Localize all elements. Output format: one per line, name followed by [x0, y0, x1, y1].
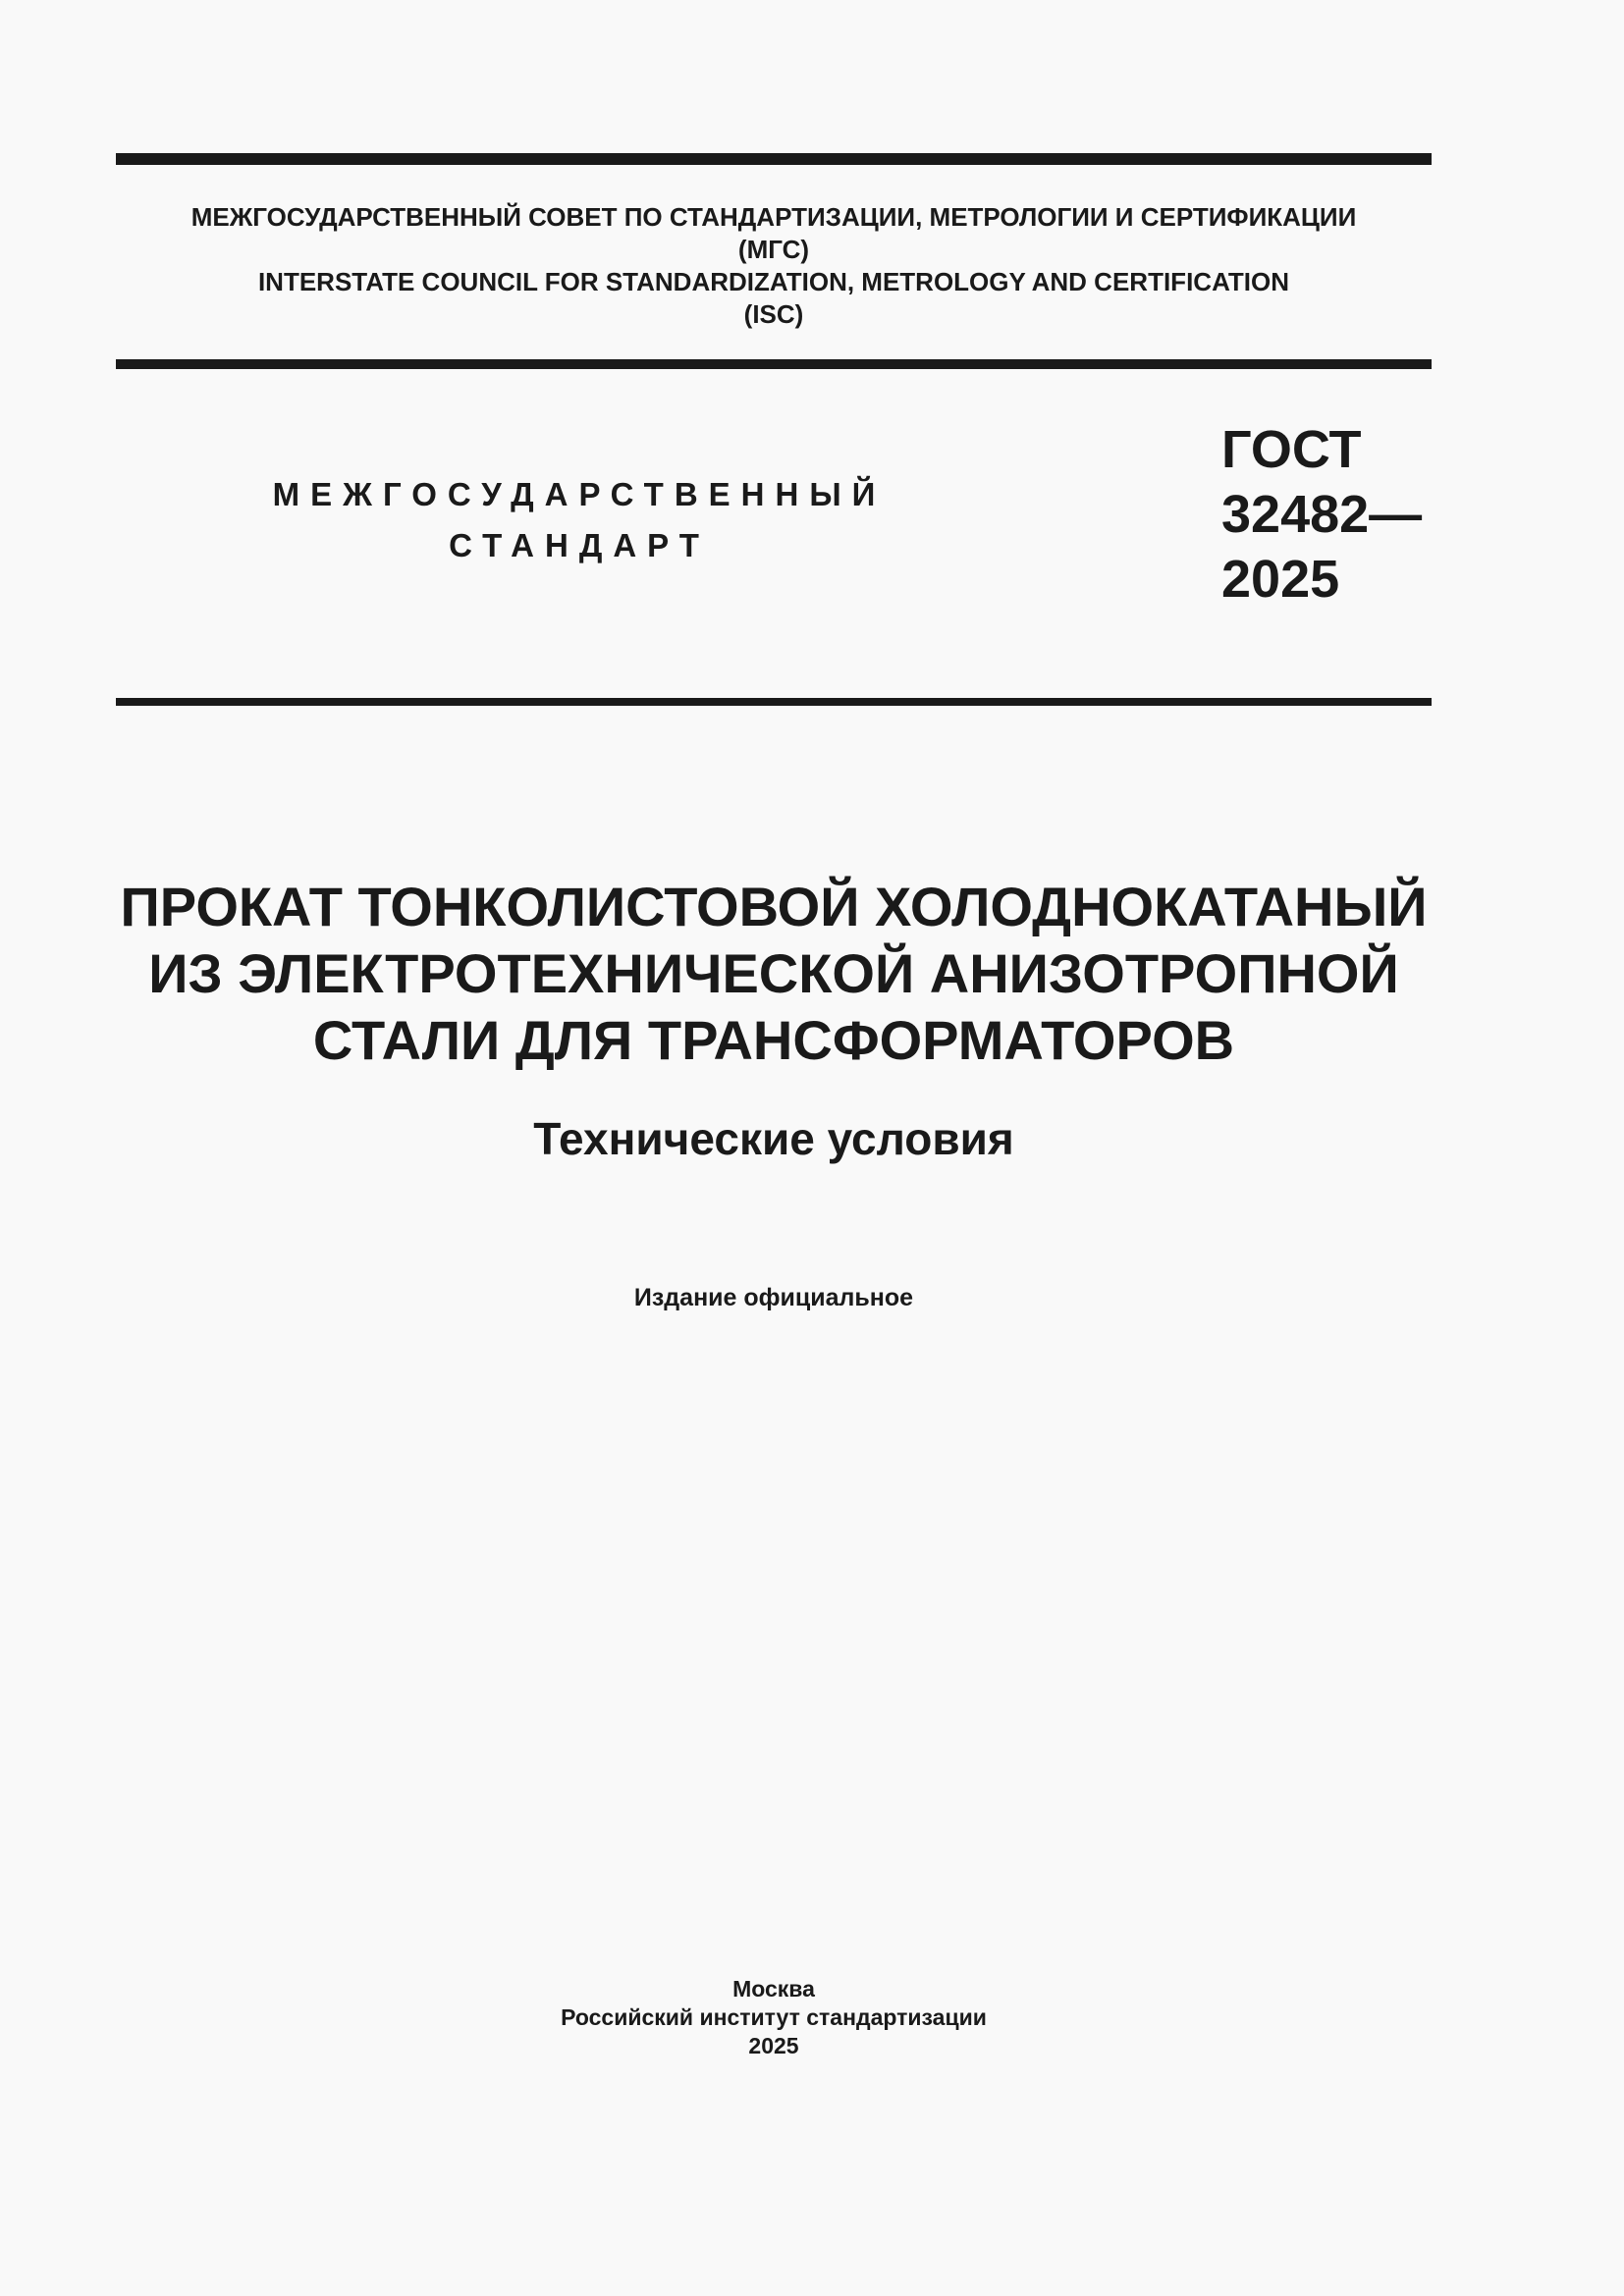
document-subtitle: Технические условия — [533, 1113, 1014, 1164]
imprint-city: Москва — [732, 1976, 815, 2002]
council-header — [116, 201, 1432, 331]
designation-line3: 2025 — [1221, 550, 1340, 609]
designation-line1: ГОСТ — [1221, 420, 1362, 479]
document-title — [116, 874, 1432, 1074]
standard-designation — [1221, 417, 1422, 612]
council-name-ru: МЕЖГОСУДАРСТВЕННЫЙ СОВЕТ ПО СТАНДАРТИЗАЦИИ, МЕТРОЛОГИИ И СЕРТИФИКАЦИИ — [190, 202, 1357, 232]
title-line2: ИЗ ЭЛЕКТРОТЕХНИЧЕСКОЙ АНИЗОТРОПНОЙ — [148, 942, 1399, 1004]
designation-line2: 32482— — [1221, 485, 1423, 544]
standard-type — [226, 469, 933, 571]
council-name-en: INTERSTATE COUNCIL FOR STANDARDIZATION, METROLOGY AND CERTIFICATION — [257, 267, 1290, 296]
title-line1: ПРОКАТ ТОНКОЛИСТОВОЙ ХОЛОДНОКАТАНЫЙ — [120, 876, 1428, 937]
imprint — [116, 1975, 1432, 2060]
council-abbr-en: (ISC) — [743, 299, 804, 329]
top-rule — [116, 153, 1432, 165]
council-abbr-ru: (МГС) — [737, 235, 810, 264]
standard-type-line1: МЕЖГОСУДАРСТВЕННЫЙ — [272, 476, 887, 512]
imprint-publisher: Российский институт стандартизации — [561, 2004, 987, 2030]
bottom-rule — [116, 698, 1432, 706]
middle-rule — [116, 359, 1432, 369]
title-line3: СТАЛИ ДЛЯ ТРАНСФОРМАТОРОВ — [312, 1009, 1235, 1071]
edition-note: Издание официальное — [633, 1284, 914, 1311]
imprint-year: 2025 — [748, 2033, 799, 2058]
standard-type-line2: СТАНДАРТ — [449, 527, 710, 563]
